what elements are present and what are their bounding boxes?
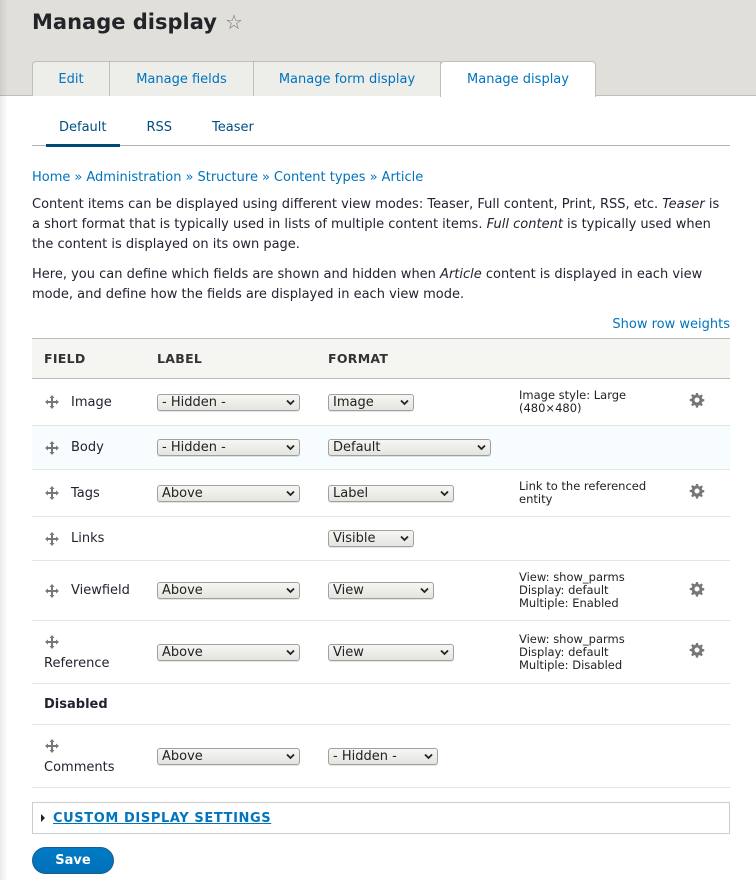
region-title-row: [32, 684, 730, 725]
field-name: Links: [71, 531, 105, 546]
format-summary: [519, 389, 665, 415]
label-select-value: Above: [162, 644, 203, 660]
field-name: Comments: [44, 759, 115, 775]
format-select[interactable]: [328, 748, 438, 765]
field-name: Tags: [71, 485, 100, 501]
tab-default[interactable]: Default: [46, 112, 120, 145]
label-select-value: - Hidden -: [162, 440, 226, 455]
page-title-text: Manage display: [32, 10, 217, 34]
field-name: Viewfield: [71, 583, 130, 598]
breadcrumb-structure[interactable]: Structure: [197, 170, 258, 185]
drag-handle-icon[interactable]: [44, 738, 60, 754]
drag-handle-icon[interactable]: [44, 394, 60, 410]
custom-display-settings-summary[interactable]: CUSTOM DISPLAY SETTINGS: [53, 810, 272, 826]
page-title: [32, 10, 243, 34]
star-outline-icon[interactable]: ☆: [224, 10, 243, 34]
summary-line: Multiple: Disabled: [519, 657, 623, 672]
label-empty-cell: [145, 517, 316, 561]
format-select-value: View: [333, 583, 364, 598]
help-text-fields: [32, 265, 730, 305]
chevron-down-icon: [477, 444, 486, 451]
help-text: is typically used when the content is displayed on its own page.: [32, 217, 711, 252]
breadcrumb-administration[interactable]: Administration: [86, 170, 182, 185]
drag-handle-icon[interactable]: [44, 485, 60, 501]
field-name-cell: [44, 531, 133, 547]
label-select[interactable]: [157, 644, 300, 661]
chevron-down-icon: [420, 587, 429, 594]
format-select[interactable]: [328, 582, 434, 599]
format-select-value: Default: [333, 440, 381, 455]
summary-line: Link to the referenced: [519, 479, 647, 493]
format-select[interactable]: [328, 485, 454, 502]
row-weights-toggle-container: [32, 317, 730, 332]
breadcrumb: [32, 170, 730, 185]
field-name: Body: [71, 440, 104, 455]
table-row: [32, 470, 730, 517]
label-select-value: Above: [162, 485, 203, 501]
field-display-table: [32, 338, 730, 788]
field-name-cell: [44, 634, 133, 671]
help-text: content is displayed in each view mode, and define how the fields are displayed in each view mode.: [32, 267, 703, 302]
format-summary: [519, 480, 665, 506]
table-row: [32, 621, 730, 684]
help-emphasis: Teaser: [662, 197, 705, 212]
format-summary: [519, 571, 665, 610]
table-row: [32, 517, 730, 561]
breadcrumb-separator: »: [369, 170, 378, 185]
format-select[interactable]: [328, 439, 491, 456]
show-row-weights-link[interactable]: Show row weights: [612, 317, 730, 332]
gear-icon[interactable]: [689, 642, 705, 658]
help-emphasis: Full content: [486, 217, 563, 232]
chevron-down-icon: [400, 535, 409, 542]
breadcrumb-article[interactable]: Article: [381, 170, 424, 185]
label-select-value: Above: [162, 748, 203, 764]
label-select-value: Above: [162, 583, 203, 598]
label-select-value: - Hidden -: [162, 394, 226, 410]
table-row: [32, 379, 730, 426]
breadcrumb-separator: »: [261, 170, 270, 185]
triangle-right-icon: [41, 814, 45, 822]
format-select-value: Image: [333, 394, 374, 410]
field-name: Image: [71, 394, 112, 410]
format-select[interactable]: [328, 644, 454, 661]
summary-line: Image style: Large: [519, 388, 627, 402]
help-emphasis: Article: [440, 267, 482, 282]
column-header-field: FIELD: [32, 339, 145, 379]
page-header: [0, 0, 756, 96]
chevron-down-icon: [286, 753, 295, 760]
summary-line: View: show_parms: [519, 631, 625, 646]
format-select[interactable]: [328, 530, 414, 547]
table-row: [32, 426, 730, 470]
summary-line: Display: default: [519, 644, 609, 659]
breadcrumb-home[interactable]: Home: [32, 170, 71, 185]
tab-rss[interactable]: RSS: [146, 120, 173, 135]
custom-display-settings-details[interactable]: [32, 802, 730, 834]
format-select-value: Visible: [333, 531, 376, 546]
drag-handle-icon[interactable]: [44, 583, 60, 599]
gear-icon[interactable]: [689, 392, 705, 408]
summary-line: entity: [519, 492, 553, 506]
summary-line: (480×480): [519, 401, 582, 415]
drag-handle-icon[interactable]: [44, 531, 60, 547]
chevron-down-icon: [400, 399, 409, 406]
breadcrumb-content-types[interactable]: Content types: [273, 170, 366, 185]
main-content: [0, 112, 756, 874]
chevron-down-icon: [440, 649, 449, 656]
field-name-cell: [44, 440, 133, 456]
chevron-down-icon: [440, 490, 449, 497]
help-text: is a short format that is typically used in lists of multiple content items.: [32, 197, 720, 232]
drag-handle-icon[interactable]: [44, 634, 60, 650]
table-header-row: [32, 339, 730, 379]
label-select[interactable]: [157, 439, 300, 456]
breadcrumb-separator: »: [185, 170, 194, 185]
format-select-value: - Hidden -: [333, 748, 397, 764]
gear-icon[interactable]: [689, 483, 705, 499]
field-name-cell: [44, 583, 133, 599]
chevron-down-icon: [286, 587, 295, 594]
summary-line: View: show_parms: [519, 570, 625, 584]
format-select-value: View: [333, 644, 364, 660]
tab-teaser[interactable]: Teaser: [212, 120, 254, 135]
primary-tabs: [32, 61, 595, 97]
format-summary: [519, 633, 665, 672]
tab-manage-display[interactable]: Manage display: [440, 61, 596, 97]
help-text: Content items can be displayed using different view modes: Teaser, Full content, Print, RSS, etc.: [32, 197, 663, 212]
chevron-down-icon: [424, 753, 433, 760]
label-select[interactable]: [157, 485, 300, 502]
help-text-view-modes: [32, 195, 730, 255]
help-text: Here, you can define which fields are shown and hidden when: [32, 267, 441, 282]
column-header-label: LABEL: [145, 339, 316, 379]
tab-manage-fields[interactable]: Manage fields: [109, 61, 254, 96]
drag-handle-icon[interactable]: [44, 440, 60, 456]
summary-line: Multiple: Enabled: [519, 596, 619, 610]
format-select[interactable]: [328, 394, 414, 411]
field-name-cell: [44, 394, 133, 410]
tab-edit[interactable]: Edit: [32, 61, 110, 96]
chevron-down-icon: [286, 399, 295, 406]
column-header-operations: [677, 339, 730, 379]
save-button[interactable]: Save: [32, 847, 114, 874]
summary-line: Display: default: [519, 583, 609, 597]
breadcrumb-separator: »: [74, 170, 83, 185]
chevron-down-icon: [286, 444, 295, 451]
label-select[interactable]: [157, 748, 300, 765]
field-name: Reference: [44, 655, 110, 671]
gear-icon[interactable]: [689, 581, 705, 597]
table-row: [32, 725, 730, 788]
table-row: [32, 561, 730, 621]
column-header-format: FORMAT: [316, 339, 507, 379]
chevron-down-icon: [286, 649, 295, 656]
tab-manage-form-display[interactable]: Manage form display: [253, 61, 441, 96]
column-header-summary: [507, 339, 677, 379]
format-select-value: Label: [333, 485, 369, 501]
label-select[interactable]: [157, 582, 300, 599]
field-name-cell: [44, 485, 133, 501]
field-name-cell: [44, 738, 133, 775]
chevron-down-icon: [286, 490, 295, 497]
region-title-disabled: Disabled: [32, 684, 730, 725]
label-select[interactable]: [157, 394, 300, 411]
secondary-tabs: [32, 112, 730, 146]
